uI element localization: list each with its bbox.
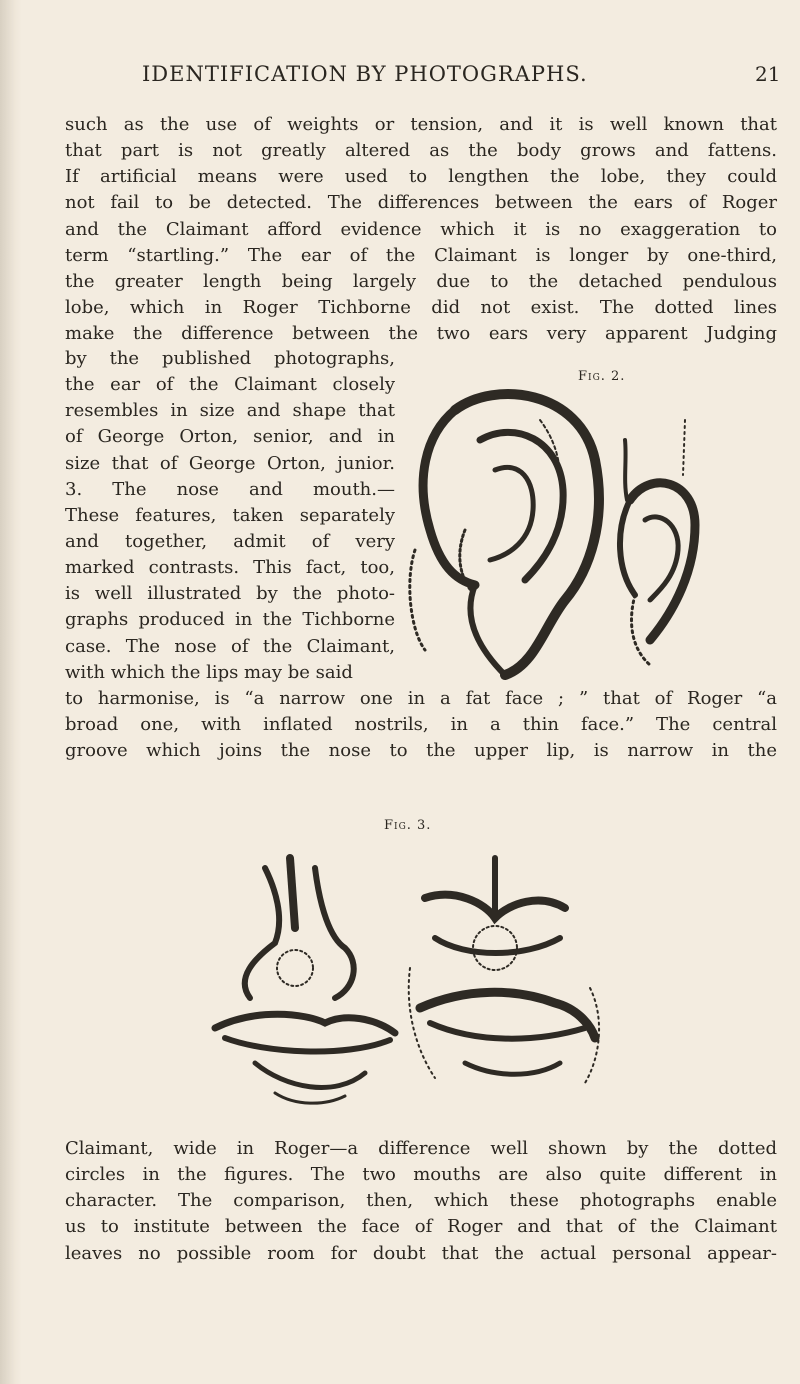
text-line: 3. The nose and mouth.— xyxy=(65,478,395,500)
text-line: These features, taken separately xyxy=(65,504,395,526)
text-line: resembles in size and shape that xyxy=(65,400,395,422)
page-edge-shadow xyxy=(0,0,22,1384)
text-line: Claimant, wide in Roger—a difference well shown by the dotted xyxy=(65,1138,777,1159)
text-line: and together, admit of very xyxy=(65,530,395,552)
text-line: with which the lips may be said xyxy=(65,661,353,683)
text-line: marked contrasts. This fact, too, xyxy=(65,557,395,579)
text-line: make the difference between the two ears very apparent Judging xyxy=(65,323,777,345)
running-header xyxy=(0,62,800,94)
text-line: term “startling.” The ear of the Claimant is longer by one-third, xyxy=(65,244,777,266)
paragraph-top xyxy=(65,112,777,347)
text-line: graphs produced in the Tichborne xyxy=(65,609,395,631)
text-line: us to institute between the face of Roger and that of the Claimant xyxy=(65,1216,777,1238)
paragraph-middle xyxy=(65,686,777,764)
text-line: broad one, with inflated nostrils, in a thin face.” The central xyxy=(65,714,777,736)
text-line: the ear of the Claimant closely xyxy=(65,374,395,396)
text-line: of George Orton, senior, and in xyxy=(65,426,395,448)
header-title: IDENTIFICATION BY PHOTOGRAPHS. xyxy=(142,62,588,86)
text-line: and the Claimant afford evidence which it is no exaggeration to xyxy=(65,218,777,240)
page-number: 21 xyxy=(755,62,781,86)
text-line: case. The nose of the Claimant, xyxy=(65,635,395,657)
paragraph-bottom xyxy=(65,1136,777,1267)
text-line: circles in the figures. The two mouths are also quite different in xyxy=(65,1164,777,1186)
text-line: not fail to be detected. The differences between the ears of Roger xyxy=(65,192,777,214)
text-line: leaves no possible room for doubt that the actual personal appear- xyxy=(65,1242,777,1264)
text-line: such as the use of weights or tension, and it is well known that xyxy=(65,114,777,135)
text-line: that part is not greatly altered as the body grows and fattens. xyxy=(65,140,777,162)
ear-comparison-icon xyxy=(395,380,705,685)
text-line: If artificial means were used to lengthen the lobe, they could xyxy=(65,166,777,188)
text-line: the greater length being largely due to the detached pendulous xyxy=(65,270,777,292)
text-line: size that of George Orton, junior. xyxy=(65,452,395,474)
figure-2-label: Fig. 2. xyxy=(578,369,626,384)
text-line: is well illustrated by the photo- xyxy=(65,583,395,605)
text-line: groove which joins the nose to the upper lip, is narrow in the xyxy=(65,740,777,762)
text-line: to harmonise, is “a narrow one in a fat face ; ” that of Roger “a xyxy=(65,688,777,709)
paragraph-column xyxy=(65,346,395,686)
text-line: character. The comparison, then, which these photographs enable xyxy=(65,1190,777,1212)
text-line: lobe, which in Roger Tichborne did not exist. The dotted lines xyxy=(65,296,777,318)
figure-3-label: Fig. 3. xyxy=(384,818,432,833)
mouth-comparison-icon xyxy=(195,848,615,1113)
text-line: by the published photographs, xyxy=(65,348,395,369)
